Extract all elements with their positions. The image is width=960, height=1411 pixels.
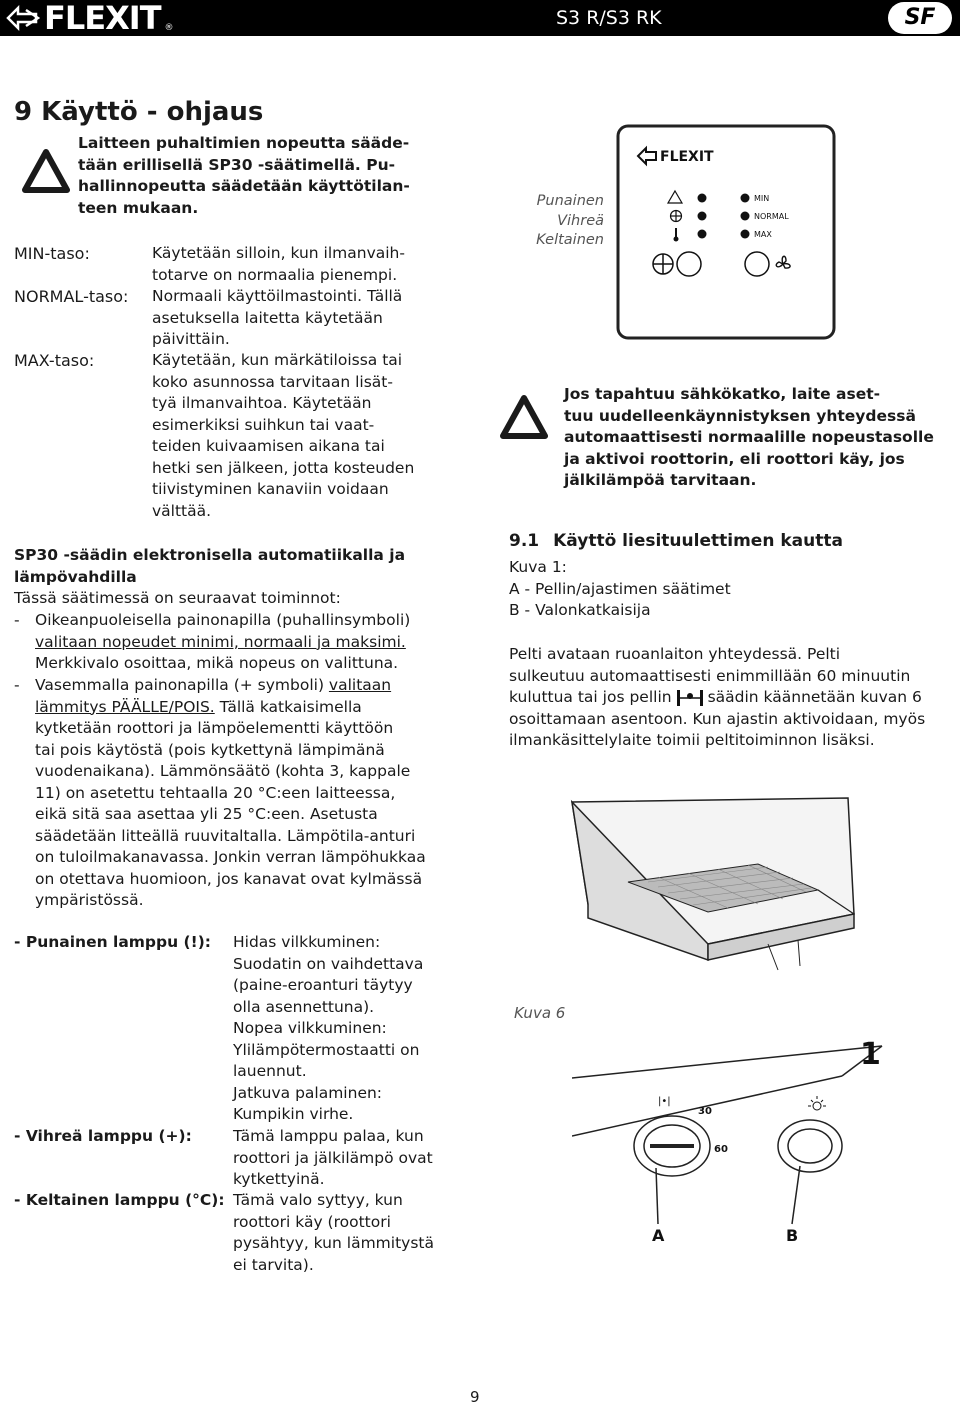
warning-triangle-icon (22, 148, 70, 194)
min-lamp (741, 194, 750, 203)
normal-level-label: NORMAL-taso: (14, 287, 129, 306)
speed-label-normal: NORMAL (754, 212, 789, 221)
heating-toggle-button[interactable] (653, 254, 673, 274)
normal-level-description: Normaali käyttöilmastointi. Tällä asetuksella laitetta käytetään päivittäin. (152, 287, 403, 348)
model-name: S3 R/S3 RK (556, 7, 662, 29)
red-lamp-description: Hidas vilkkuminen: Suodatin on vaihdettava (paine-eroanturi täytyy olla asennettuna). Nopea vilkkuminen: Ylilämpötermostaatti on lauennut. Jatkuva palaminen: Kumpikin virhe. (233, 933, 424, 1123)
max-lamp (741, 230, 750, 239)
bullet-heating-button: - Vasemmalla painonapilla (+ symboli) valitaan lämmitys PÄÄLLE/POIS. Tällä katkaisimella kytketään roottori ja lämpöelementti käyttöön tai pois käytöstä (pois kytkettynä lämpimänä vuodenaikana). Lämmönsäätö (kohta 3, kappale 11) on asetettu tehtaalla 20 °C:een laitteessa, eikä sitä saa asettaa yli 25 °C:een. Asetusta säädetään litteällä ruuvitaltalla. Lämpötila-anturi on tuloilmakanavassa. Jonkin verran lämpöhukkaa on otettava huomioon, jos kanavat ovat kylmässä ympäristössä. (14, 676, 426, 909)
warning-triangle-icon-2 (500, 394, 548, 440)
section-title: 9 Käyttö - ohjaus (14, 97, 264, 127)
registered-mark: ® (164, 23, 174, 33)
damper-paragraph: Pelti avataan ruoanlaiton yhteydessä. Pelti sulkeutuu automaattisesti enimmillään 60 minuutin kuluttua tai jos pellin säädin käännetään kuvan 6 osoittamaan asentoon. Kun ajastin aktivoidaan, myös ilmankäsittelylaite toimii peltitoiminnon lisäksi. (509, 645, 926, 749)
flexit-logo (6, 0, 174, 37)
page-number: 9 (470, 1388, 480, 1406)
figure-number: 1 (860, 1037, 881, 1072)
figure-legend: Kuva 1: A - Pellin/ajastimen säätimet B - Valonkatkaisija (509, 558, 731, 619)
dial-tick-60: 60 (714, 1144, 728, 1155)
warning-text-power-outage: Jos tapahtuu sähkökatko, laite aset- tuu uudelleenkäynnistyksen yhteydessä automaattisesti normaalille nopeustasolle ja aktivoi roottorin, eli roottori käy, jos jälkilämpöä tarvitaan. (564, 385, 934, 489)
sp30-intro: Tässä säätimessä on seuraavat toiminnot: (14, 589, 341, 607)
damper-dial-symbol-icon (675, 689, 705, 707)
label-b: B (786, 1226, 799, 1245)
red-lamp-label: - Punainen lamppu (!): (14, 933, 211, 951)
damper-timer-dial[interactable] (634, 1096, 728, 1176)
figure-6-label: Kuva 6 (514, 1004, 566, 1022)
max-level-description: Käytetään, kun märkätiloissa tai koko asunnossa tarvitaan lisät- tyä ilmanvaihtoa. Käytetään esimerkiksi suihkun tai vaat- teiden kuivaamisen aikana tai hetki sen jälkeen, jotta kosteuden tiivistyminen kanaviin voidaan välttää. (152, 351, 415, 520)
yellow-lamp (698, 230, 707, 239)
light-switch[interactable] (778, 1096, 842, 1172)
dial-tick-30: 30 (698, 1106, 712, 1117)
range-hood-illustration (568, 794, 878, 974)
speed-label-min: MIN (754, 194, 770, 203)
speed-label-max: MAX (754, 230, 772, 239)
yellow-lamp-label: - Keltainen lamppu (°C): (14, 1191, 225, 1209)
warning-text-speed: Laitteen puhaltimien nopeutta sääde- tään erillisellä SP30 -säätimellä. Pu- hallinnopeutta säädetään käyttötilan- teen mukaan. (78, 134, 410, 217)
max-level-label: MAX-taso: (14, 351, 95, 370)
min-level-description: Käytetään silloin, kun ilmanvaih- totarve on normaalia pienempi. (152, 244, 405, 284)
light-bulb-icon (808, 1096, 826, 1110)
hood-control-closeup (572, 1034, 932, 1269)
subsection-title: 9.1 Käyttö liesituulettimen kautta (509, 531, 843, 551)
label-a: A (652, 1226, 665, 1245)
language-badge: SF (888, 2, 952, 34)
green-lamp (698, 212, 707, 221)
sp30-control-panel (612, 120, 842, 345)
heat-symbol-icon (670, 210, 682, 222)
green-lamp-label: - Vihreä lamppu (+): (14, 1127, 192, 1145)
lamp-color-labels: Punainen Vihreä Keltainen (536, 193, 604, 248)
bullet-fan-button: - Oikeanpuoleisella painonapilla (puhallinsymboli) valitaan nopeudet minimi, normaali ja maksimi. Merkkivalo osoittaa, mikä nopeus on valittuna. (14, 611, 411, 672)
red-lamp (698, 194, 707, 203)
brand-name: FLEXIT (44, 0, 161, 37)
yellow-lamp-description: Tämä valo syttyy, kun roottori käy (roottori pysähtyy, kun lämmitystä ei tarvita). (233, 1191, 434, 1274)
normal-lamp (741, 212, 750, 221)
svg-text:|•|: |•| (658, 1096, 671, 1107)
min-level-label: MIN-taso: (14, 244, 90, 263)
green-lamp-description: Tämä lamppu palaa, kun roottori ja jälkilämpö ovat kytkettyinä. (233, 1127, 433, 1188)
panel-brand: FLEXIT (660, 149, 714, 165)
sp30-heading: SP30 -säädin elektronisella automatiikalla ja lämpövahdilla (14, 546, 406, 586)
flexit-arrow-icon (6, 5, 40, 31)
